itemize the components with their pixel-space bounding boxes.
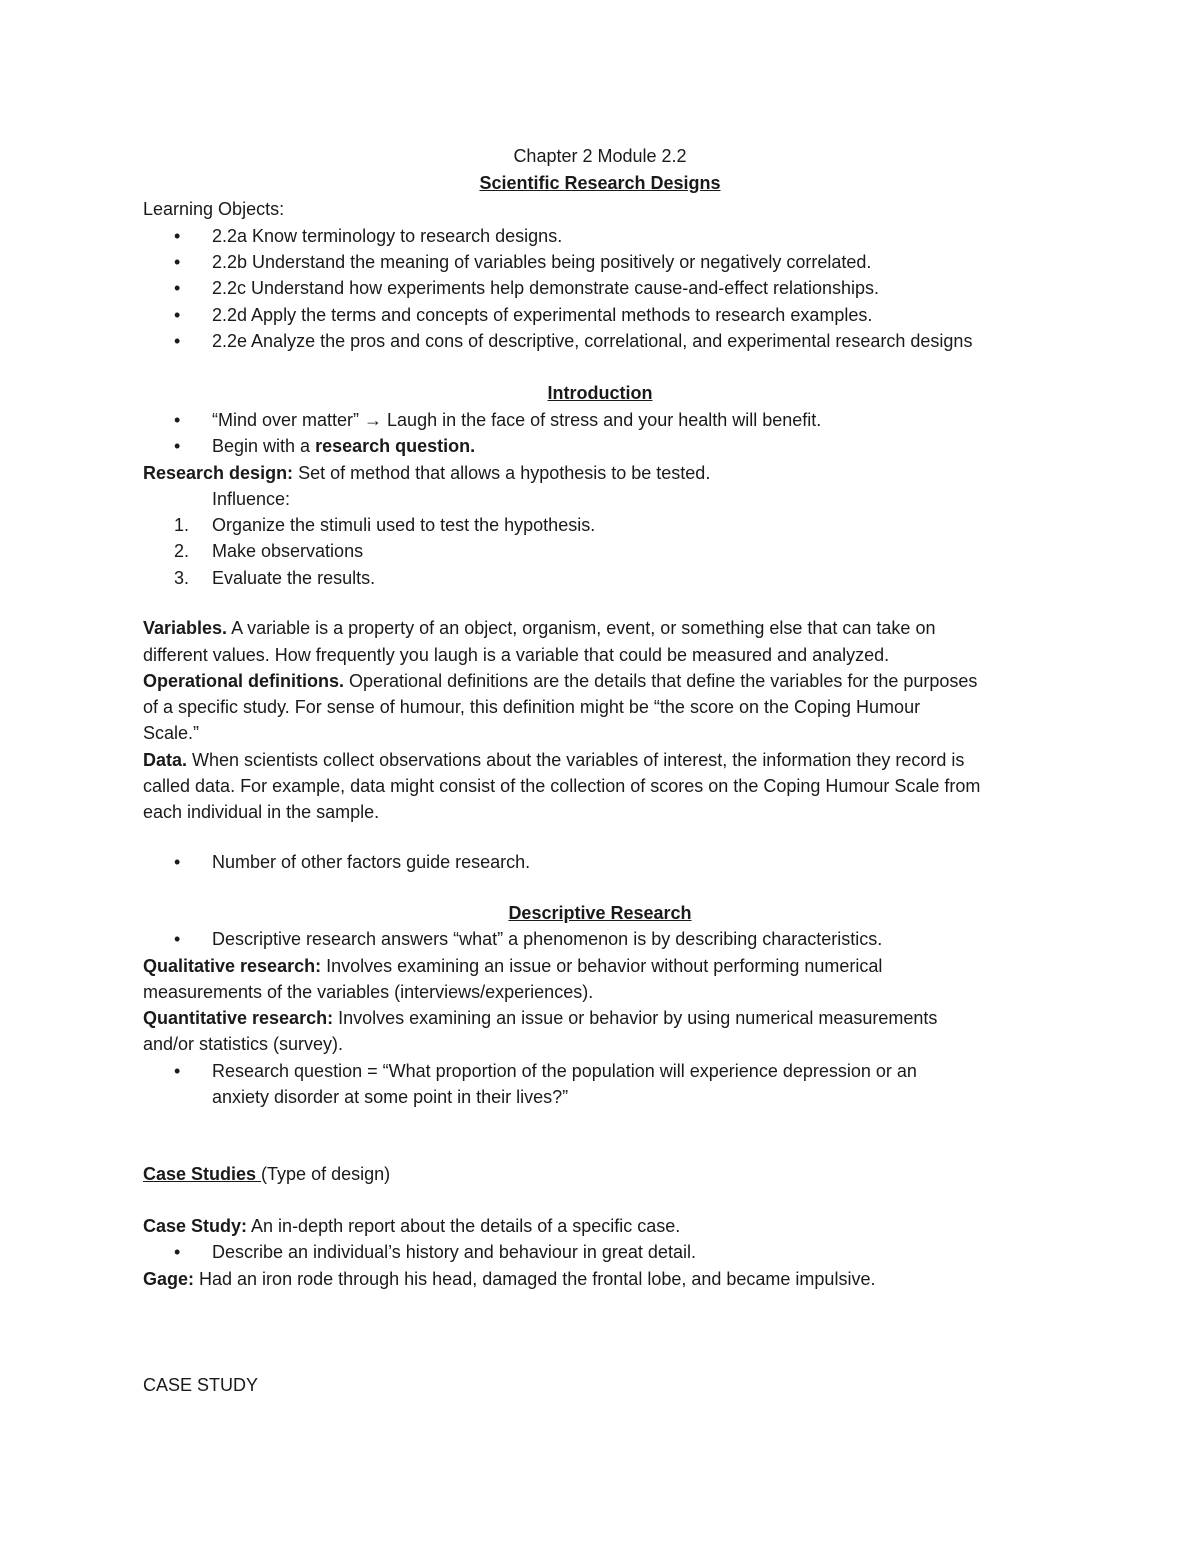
bullet-icon: •	[174, 305, 181, 325]
qualitative-term: Qualitative research:	[143, 956, 322, 976]
paragraph-line: Scale.”	[143, 723, 200, 743]
case-study-footer-label: CASE STUDY	[143, 1375, 259, 1395]
qualitative-paragraph	[143, 955, 882, 977]
variables-term: Variables.	[143, 618, 228, 638]
bullet-icon: •	[174, 1242, 181, 1262]
bullet-icon: •	[174, 252, 181, 272]
objective-item: 2.2e Analyze the pros and cons of descriptive, correlational, and experimental research designs	[212, 331, 973, 351]
bullet-icon: •	[174, 278, 181, 298]
paragraph-text: A variable is a property of an object, organism, event, or something else that can take on	[227, 618, 936, 638]
paragraph-text: Involves examining an issue or behavior without performing numerical	[321, 956, 883, 976]
objective-item: 2.2d Apply the terms and concepts of experimental methods to research examples.	[212, 305, 873, 325]
factors-bullet: Number of other factors guide research.	[212, 852, 531, 872]
step-number: 3.	[174, 568, 190, 588]
bullet-text: Begin with a	[212, 436, 316, 456]
learning-label: Learning Objects:	[143, 199, 285, 219]
operational-term: Operational definitions.	[143, 671, 345, 691]
paragraph-text: Operational definitions are the details that define the variables for the purposes	[344, 671, 978, 691]
paragraph-line: anxiety disorder at some point in their lives?”	[212, 1087, 569, 1107]
quantitative-term: Quantitative research:	[143, 1008, 334, 1028]
paragraph-line: measurements of the variables (interviews/experiences).	[143, 982, 594, 1002]
bullet-icon: •	[174, 929, 181, 949]
heading-suffix: (Type of design)	[261, 1164, 391, 1184]
paragraph-line: different values. How frequently you laugh is a variable that could be measured and analyzed.	[143, 645, 890, 665]
descriptive-bullet: Descriptive research answers “what” a phenomenon is by describing characteristics.	[212, 929, 883, 949]
research-question-term: research question.	[315, 436, 476, 456]
intro-bullet: “Mind over matter” → Laugh in the face of stress and your health will benefit.	[212, 410, 822, 430]
introduction-heading: Introduction	[547, 383, 653, 403]
objective-item: 2.2a Know terminology to research designs.	[212, 226, 563, 246]
paragraph-text: When scientists collect observations about the variables of interest, the information they record is	[187, 750, 965, 770]
case-study-term: Case Study:	[143, 1216, 248, 1236]
paragraph-line: each individual in the sample.	[143, 802, 380, 822]
bullet-icon: •	[174, 226, 181, 246]
gage-paragraph	[143, 1268, 875, 1290]
research-question-bullet: Research question = “What proportion of the population will experience depression or an	[212, 1061, 917, 1081]
paragraph-text: Involves examining an issue or behavior by using numerical measurements	[333, 1008, 938, 1028]
descriptive-heading: Descriptive Research	[508, 903, 692, 923]
bullet-icon: •	[174, 410, 181, 430]
step-item: Organize the stimuli used to test the hypothesis.	[212, 515, 596, 535]
gage-term: Gage:	[143, 1269, 195, 1289]
step-number: 2.	[174, 541, 190, 561]
data-term: Data.	[143, 750, 188, 770]
bullet-icon: •	[174, 331, 181, 351]
bullet-icon: •	[174, 436, 181, 456]
step-number: 1.	[174, 515, 190, 535]
data-paragraph	[143, 749, 964, 771]
step-item: Make observations	[212, 541, 364, 561]
case-studies-title: Case Studies	[143, 1164, 262, 1184]
objective-item: 2.2b Understand the meaning of variables being positively or negatively correlated.	[212, 252, 872, 272]
paragraph-line: called data. For example, data might consist of the collection of scores on the Coping Humour Scale from	[143, 776, 981, 796]
research-design-definition	[143, 462, 710, 484]
step-item: Evaluate the results.	[212, 568, 376, 588]
case-studies-heading	[143, 1163, 390, 1185]
objective-item: 2.2c Understand how experiments help demonstrate cause-and-effect relationships.	[212, 278, 880, 298]
definition-text: Set of method that allows a hypothesis to be tested.	[293, 463, 711, 483]
case-study-bullet: Describe an individual’s history and behaviour in great detail.	[212, 1242, 696, 1262]
quantitative-paragraph	[143, 1007, 937, 1029]
document-title: Scientific Research Designs	[479, 173, 721, 193]
case-study-definition	[143, 1215, 680, 1237]
bullet-icon: •	[174, 1061, 181, 1081]
chapter-label: Chapter 2 Module 2.2	[513, 146, 687, 166]
research-design-term: Research design:	[143, 463, 294, 483]
definition-text: An in-depth report about the details of a specific case.	[247, 1216, 681, 1236]
intro-bullet	[212, 435, 475, 457]
bullet-icon: •	[174, 852, 181, 872]
paragraph-line: of a specific study. For sense of humour, this definition might be “the score on the Coping Humour	[143, 697, 921, 717]
paragraph-text: Had an iron rode through his head, damaged the frontal lobe, and became impulsive.	[194, 1269, 876, 1289]
paragraph-line: and/or statistics (survey).	[143, 1034, 344, 1054]
operational-paragraph	[143, 670, 977, 692]
variables-paragraph	[143, 617, 935, 639]
influence-label: Influence:	[212, 489, 291, 509]
